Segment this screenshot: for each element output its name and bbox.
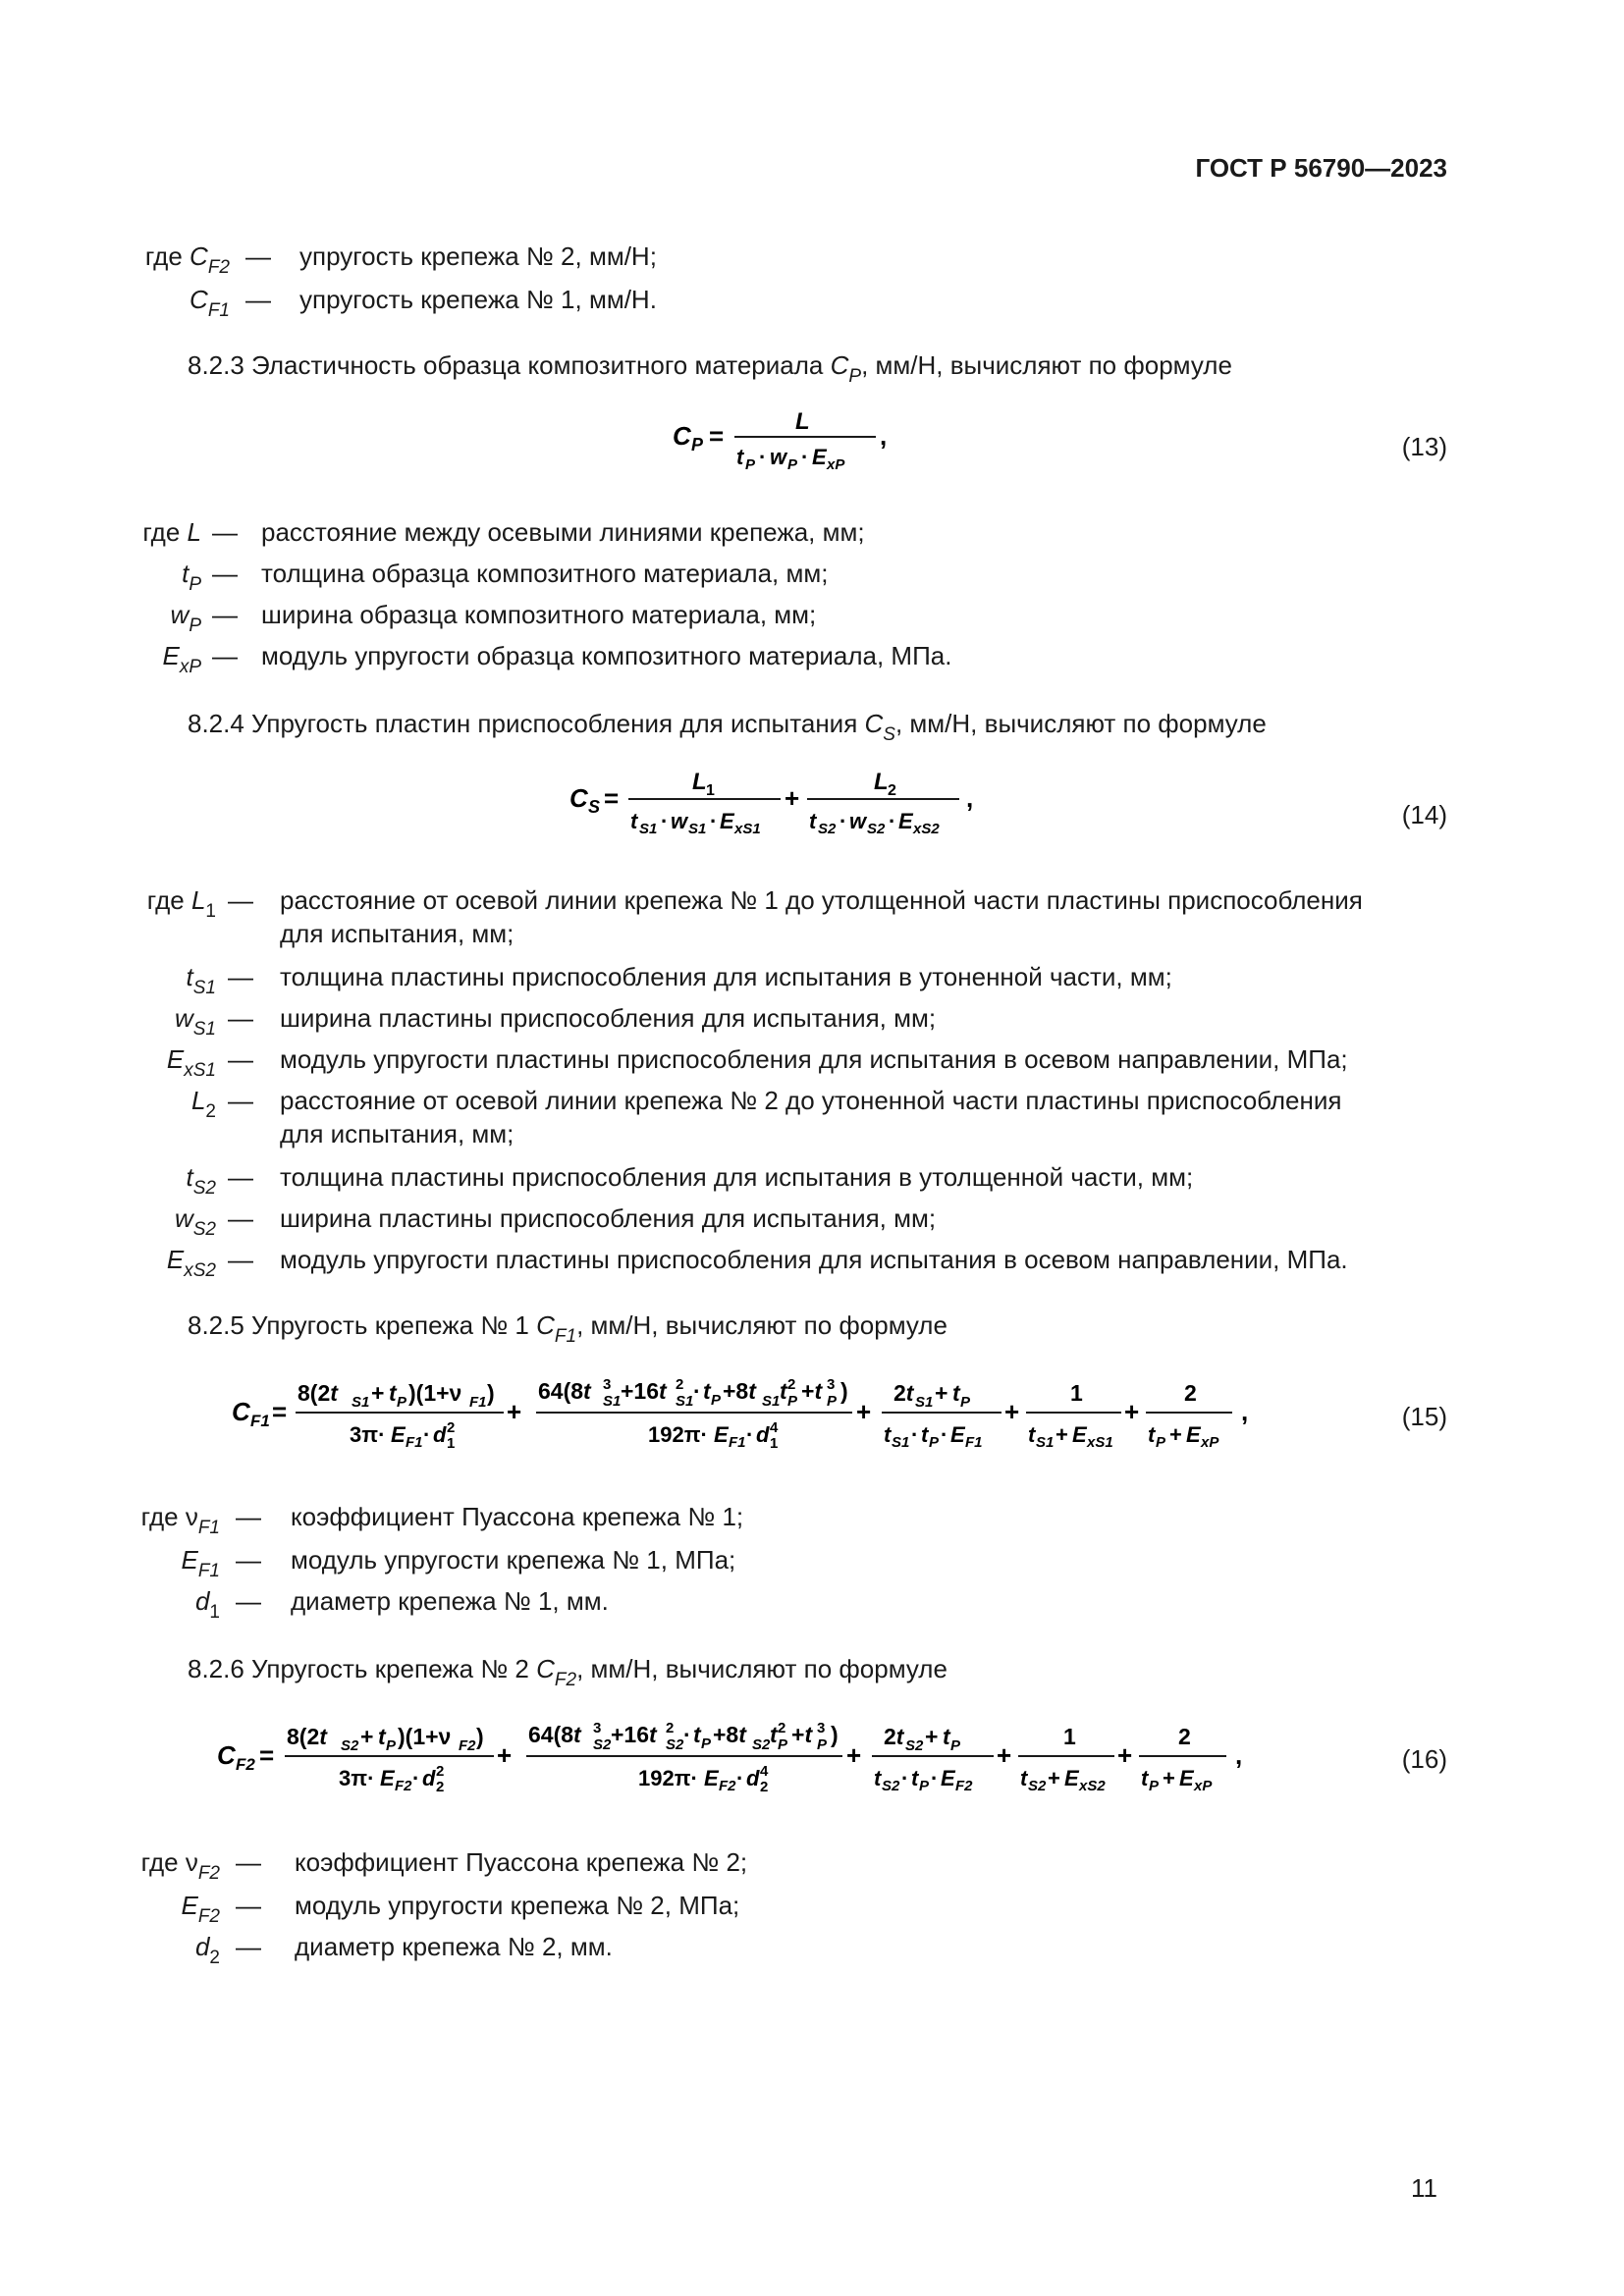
svg-text:3: 3	[603, 1376, 612, 1393]
svg-text:F2: F2	[459, 1737, 476, 1754]
svg-text:2: 2	[1178, 1724, 1191, 1749]
svg-text:t: t	[1020, 1766, 1028, 1790]
svg-text:): )	[840, 1378, 848, 1404]
svg-text:): )	[831, 1722, 839, 1747]
svg-text:64(8t: 64(8t	[538, 1378, 591, 1404]
svg-text:)(1+ν: )(1+ν	[408, 1380, 462, 1406]
svg-text:P: P	[827, 1393, 838, 1410]
svg-text:·: ·	[889, 809, 896, 833]
svg-text:·: ·	[759, 445, 767, 469]
svg-text:F2: F2	[719, 1778, 736, 1794]
formula-14	[560, 756, 1001, 844]
svg-text:w: w	[849, 809, 867, 833]
svg-text:3π·: 3π·	[350, 1422, 386, 1447]
svg-text:F2: F2	[955, 1778, 973, 1794]
svg-text:L: L	[874, 769, 889, 795]
svg-text:S2: S2	[1028, 1778, 1047, 1794]
svg-text:2: 2	[787, 1376, 796, 1393]
svg-text:w: w	[770, 445, 787, 469]
svg-text:192π·: 192π·	[638, 1766, 698, 1790]
svg-text:+: +	[497, 1740, 513, 1770]
svg-text:2t: 2t	[884, 1724, 904, 1749]
svg-text:S1: S1	[1036, 1434, 1055, 1451]
svg-text:t: t	[1141, 1766, 1149, 1790]
svg-text:t: t	[1148, 1422, 1156, 1447]
svg-text:L: L	[692, 769, 707, 795]
svg-text:d: d	[433, 1422, 447, 1447]
svg-text:E: E	[941, 1766, 955, 1790]
svg-text:P: P	[386, 1737, 397, 1754]
svg-text:d: d	[756, 1422, 770, 1447]
svg-text:F2: F2	[395, 1778, 412, 1794]
def-subscript: F1	[207, 300, 230, 321]
svg-text:+: +	[997, 1740, 1012, 1770]
svg-text:2: 2	[1184, 1380, 1197, 1406]
svg-text:xS2: xS2	[1079, 1778, 1106, 1794]
svg-text:E: E	[720, 809, 734, 833]
svg-text:2: 2	[888, 782, 896, 799]
svg-text:C: C	[217, 1740, 236, 1770]
svg-text:P: P	[691, 435, 704, 454]
svg-text:): )	[487, 1380, 495, 1406]
svg-text:1: 1	[706, 782, 715, 799]
svg-text:2: 2	[666, 1720, 675, 1736]
section-8-2-5-heading: 8.2.5 Упругость крепежа № 1 $C_{F1}$, мм/Н, вычисляют по формуле	[188, 1310, 947, 1347]
svg-text:S1: S1	[892, 1434, 910, 1451]
svg-text:·: ·	[736, 1766, 744, 1790]
svg-text:192π·: 192π·	[648, 1422, 708, 1447]
svg-text:+8t: +8t	[713, 1722, 746, 1747]
svg-text:3: 3	[827, 1376, 836, 1393]
svg-text:1: 1	[447, 1435, 456, 1452]
svg-text:+8t: +8t	[723, 1378, 756, 1404]
svg-text:·: ·	[746, 1422, 754, 1447]
svg-text:t: t	[911, 1766, 919, 1790]
def-text: упругость крепежа № 2, мм/Н;	[299, 241, 657, 271]
svg-text:E: E	[391, 1422, 406, 1447]
svg-text:8(2t: 8(2t	[287, 1724, 327, 1749]
svg-text:E: E	[1179, 1766, 1194, 1790]
svg-text:+: +	[1169, 1422, 1182, 1447]
page-number: 11	[1411, 2173, 1437, 2203]
svg-text:E: E	[950, 1422, 965, 1447]
svg-text:xP: xP	[827, 456, 845, 473]
svg-text:P: P	[397, 1394, 407, 1411]
svg-text:S2: S2	[593, 1736, 612, 1753]
svg-text:F1: F1	[469, 1394, 487, 1411]
def-text: упругость крепежа № 1, мм/Н.	[299, 285, 657, 314]
svg-text:t: t	[703, 1378, 711, 1404]
svg-text:t: t	[874, 1766, 882, 1790]
svg-text:t: t	[921, 1422, 929, 1447]
svg-text:+: +	[1056, 1422, 1068, 1447]
svg-text:4: 4	[760, 1763, 769, 1780]
svg-text:+: +	[507, 1397, 522, 1426]
svg-text:)(1+ν: )(1+ν	[398, 1724, 452, 1749]
svg-text:S1: S1	[603, 1393, 622, 1410]
svg-text:xS2: xS2	[913, 821, 940, 837]
svg-text:+: +	[1124, 1397, 1140, 1426]
svg-text:S: S	[588, 797, 601, 817]
svg-text:P: P	[929, 1434, 940, 1451]
def-symbol: C	[189, 241, 208, 271]
svg-text:S2: S2	[752, 1736, 771, 1753]
svg-text:E: E	[380, 1766, 395, 1790]
svg-text:P: P	[960, 1394, 971, 1411]
svg-text:P: P	[1149, 1778, 1160, 1794]
svg-text:3: 3	[593, 1720, 602, 1736]
svg-text:t: t	[884, 1422, 892, 1447]
svg-text:P: P	[787, 456, 798, 473]
section-8-2-3-heading: 8.2.3 Эластичность образца композитного материала $C_P$, мм/Н, вычисляют по формуле	[188, 350, 1232, 387]
svg-text:+: +	[1004, 1397, 1020, 1426]
svg-text:C: C	[673, 421, 691, 451]
svg-text:F2: F2	[236, 1755, 255, 1774]
svg-text:P: P	[711, 1392, 722, 1409]
svg-text:·: ·	[931, 1766, 939, 1790]
svg-text:2t: 2t	[893, 1380, 914, 1406]
svg-text:S1: S1	[688, 821, 707, 837]
svg-text:+: +	[1163, 1766, 1175, 1790]
svg-text:+: +	[785, 783, 800, 813]
svg-text:2: 2	[778, 1720, 786, 1736]
svg-text:F1: F1	[250, 1412, 270, 1430]
svg-text:t: t	[780, 1378, 787, 1404]
svg-text:d: d	[746, 1766, 760, 1790]
svg-text:w: w	[671, 809, 688, 833]
svg-text:L: L	[795, 408, 810, 435]
svg-text:E: E	[714, 1422, 729, 1447]
svg-text:·: ·	[941, 1422, 948, 1447]
formula-15	[226, 1360, 1355, 1468]
formula-13	[648, 398, 913, 476]
section-8-2-6-heading: 8.2.6 Упругость крепежа № 2 $C_{F2}$, мм/Н, вычисляют по формуле	[188, 1654, 947, 1690]
svg-text:+16t: +16t	[621, 1378, 667, 1404]
svg-text:F1: F1	[729, 1434, 746, 1451]
svg-text:xP: xP	[1201, 1434, 1219, 1451]
svg-text:E: E	[1064, 1766, 1079, 1790]
svg-text:t: t	[770, 1722, 778, 1747]
svg-text:P: P	[745, 456, 756, 473]
dash: —	[245, 285, 271, 314]
svg-text:·: ·	[661, 809, 669, 833]
svg-text:·: ·	[683, 1722, 691, 1747]
svg-text:+t: +t	[791, 1722, 813, 1747]
svg-text:P: P	[817, 1736, 828, 1753]
svg-text:+: +	[360, 1724, 374, 1749]
svg-text:·: ·	[801, 445, 809, 469]
svg-text:+t: +t	[801, 1378, 823, 1404]
svg-text:xP: xP	[1194, 1778, 1213, 1794]
svg-text:t: t	[1028, 1422, 1036, 1447]
svg-text:): )	[476, 1724, 484, 1749]
svg-text:3: 3	[817, 1720, 826, 1736]
svg-text:1: 1	[1063, 1724, 1076, 1749]
svg-text:3π·: 3π·	[339, 1766, 375, 1790]
svg-text:=: =	[709, 421, 725, 451]
svg-text:64(8t: 64(8t	[528, 1722, 581, 1747]
svg-text:·: ·	[412, 1766, 420, 1790]
svg-text:4: 4	[770, 1419, 779, 1436]
svg-text:1: 1	[1070, 1380, 1083, 1406]
svg-text:F1: F1	[965, 1434, 983, 1451]
svg-text:S2: S2	[666, 1736, 684, 1753]
dash: —	[245, 241, 271, 271]
svg-text:+: +	[846, 1740, 862, 1770]
document-id: ГОСТ Р 56790—2023	[1195, 153, 1447, 183]
section-8-2-4-heading: 8.2.4 Упругость пластин приспособления для испытания $C_S$, мм/Н, вычисляют по формуле	[188, 709, 1267, 745]
svg-text:t: t	[952, 1380, 960, 1406]
equation-number-15: (15)	[1401, 1402, 1447, 1431]
svg-text:·: ·	[710, 809, 718, 833]
def-subscript: F2	[207, 257, 230, 278]
svg-text:S2: S2	[867, 821, 886, 837]
svg-text:t: t	[378, 1724, 386, 1749]
svg-text:E: E	[1186, 1422, 1201, 1447]
svg-text:t: t	[809, 809, 817, 833]
svg-text:2: 2	[760, 1779, 769, 1795]
def-symbol: C	[189, 285, 208, 314]
svg-text:S2: S2	[882, 1778, 900, 1794]
svg-text:P: P	[1156, 1434, 1166, 1451]
svg-text:P: P	[950, 1737, 961, 1754]
svg-text:E: E	[704, 1766, 719, 1790]
svg-text:,: ,	[1235, 1740, 1243, 1770]
svg-text:·: ·	[839, 809, 847, 833]
svg-text:2: 2	[447, 1419, 456, 1436]
svg-text:·: ·	[693, 1378, 701, 1404]
svg-text:+: +	[925, 1724, 939, 1749]
svg-text:P: P	[701, 1735, 712, 1752]
svg-text:+: +	[1048, 1766, 1060, 1790]
formula-16	[211, 1703, 1350, 1811]
svg-text:S1: S1	[352, 1394, 370, 1411]
svg-text:S1: S1	[676, 1393, 694, 1410]
svg-text:C: C	[232, 1397, 250, 1426]
svg-text:2: 2	[676, 1376, 684, 1393]
svg-text:+: +	[935, 1380, 948, 1406]
svg-text:=: =	[272, 1397, 288, 1426]
equation-number-13: (13)	[1401, 432, 1447, 461]
svg-text:t: t	[736, 445, 744, 469]
svg-text:=: =	[259, 1740, 275, 1770]
svg-text:+: +	[1117, 1740, 1133, 1770]
svg-text:+16t: +16t	[611, 1722, 657, 1747]
svg-text:1: 1	[770, 1435, 779, 1452]
svg-text:E: E	[898, 809, 913, 833]
svg-text:S1: S1	[639, 821, 658, 837]
svg-text:P: P	[787, 1393, 798, 1410]
svg-text:xS1: xS1	[1087, 1434, 1113, 1451]
svg-text:8(2t: 8(2t	[298, 1380, 338, 1406]
svg-text:C: C	[569, 783, 588, 813]
svg-text:S1: S1	[762, 1393, 781, 1410]
svg-text:S2: S2	[818, 821, 837, 837]
svg-text:S2: S2	[905, 1737, 924, 1754]
svg-text:xS1: xS1	[734, 821, 761, 837]
equation-number-16: (16)	[1401, 1744, 1447, 1774]
svg-text:,: ,	[1241, 1397, 1249, 1426]
def-prefix: где	[144, 241, 183, 271]
svg-text:P: P	[778, 1736, 788, 1753]
svg-text:2: 2	[436, 1763, 445, 1780]
svg-text:=: =	[604, 783, 620, 813]
svg-text:F1: F1	[406, 1434, 423, 1451]
svg-text:E: E	[1072, 1422, 1087, 1447]
svg-text:+: +	[856, 1397, 872, 1426]
svg-text:t: t	[630, 809, 638, 833]
svg-text:P: P	[919, 1778, 930, 1794]
svg-text:S1: S1	[915, 1394, 934, 1411]
svg-text:d: d	[422, 1766, 436, 1790]
svg-text:t: t	[389, 1380, 397, 1406]
svg-text:·: ·	[901, 1766, 909, 1790]
svg-text:,: ,	[966, 783, 974, 813]
svg-text:2: 2	[436, 1779, 445, 1795]
svg-text:E: E	[812, 445, 827, 469]
svg-text:·: ·	[423, 1422, 431, 1447]
svg-text:·: ·	[911, 1422, 919, 1447]
svg-text:t: t	[943, 1724, 950, 1749]
equation-number-14: (14)	[1401, 800, 1447, 829]
svg-text:t: t	[693, 1722, 701, 1747]
svg-text:,: ,	[880, 421, 888, 451]
svg-text:S2: S2	[341, 1737, 359, 1754]
svg-text:+: +	[371, 1380, 385, 1406]
